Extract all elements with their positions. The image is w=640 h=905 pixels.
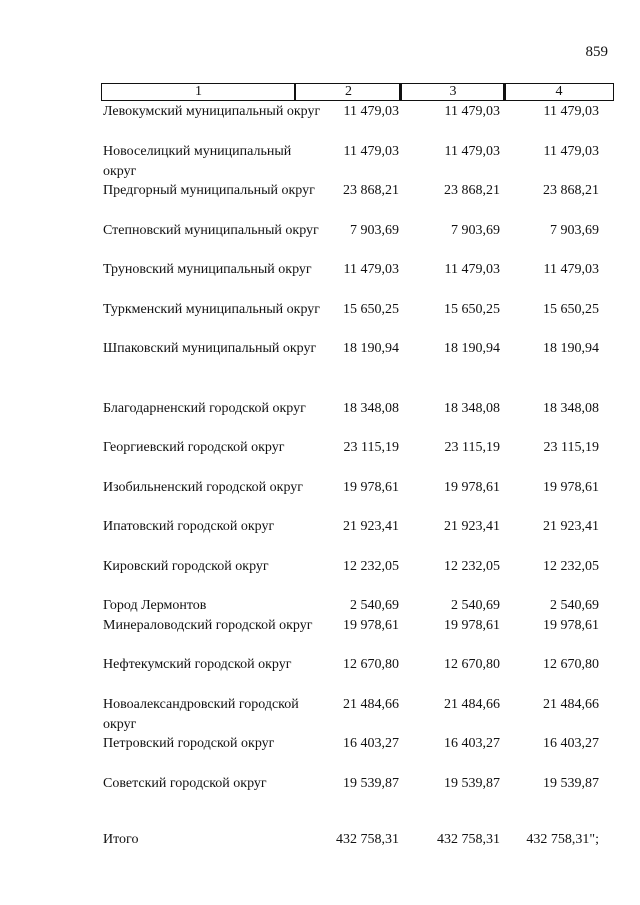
row-value-col-4: 12 232,05 <box>543 559 599 574</box>
row-name: Степновский муниципальный округ <box>103 223 319 238</box>
row-value-col-2: 19 978,61 <box>343 618 399 633</box>
row-name: Предгорный муниципальный округ <box>103 183 315 198</box>
row-value-col-2: 19 978,61 <box>343 480 399 495</box>
row-value-col-2: 7 903,69 <box>350 223 399 238</box>
row-value-col-2: 21 923,41 <box>343 519 399 534</box>
row-value-col-2: 11 479,03 <box>343 104 399 119</box>
row-value-col-4: 15 650,25 <box>543 302 599 317</box>
row-value-col-4: 18 190,94 <box>543 341 599 356</box>
row-value-col-2: 12 670,80 <box>343 657 399 672</box>
row-value-col-4: 11 479,03 <box>543 262 599 277</box>
page-number: 859 <box>585 44 608 60</box>
row-value-col-2: 18 190,94 <box>343 341 399 356</box>
row-name: Шпаковский муниципальный округ <box>103 341 317 356</box>
row-name: Петровский городской округ <box>103 736 275 751</box>
row-value-col-3: 15 650,25 <box>444 302 500 317</box>
row-value-col-3: 19 539,87 <box>444 776 500 791</box>
row-value-col-4: 21 484,66 <box>543 697 599 712</box>
row-value-col-3: 23 115,19 <box>444 440 500 455</box>
row-value-col-4: 16 403,27 <box>543 736 599 751</box>
row-value-col-2: 23 115,19 <box>343 440 399 455</box>
row-name: Туркменский муниципальный округ <box>103 302 320 317</box>
row-value-col-4: 11 479,03 <box>543 144 599 159</box>
row-value-col-3: 21 923,41 <box>444 519 500 534</box>
row-value-col-3: 7 903,69 <box>451 223 500 238</box>
row-value-col-2: 23 868,21 <box>343 183 399 198</box>
row-name: Изобильненский городской округ <box>103 480 304 495</box>
row-value-col-4: 2 540,69 <box>550 598 599 613</box>
row-name: Кировский городской округ <box>103 559 269 574</box>
row-name: Нефтекумский городской округ <box>103 657 292 672</box>
row-value-col-2: 11 479,03 <box>343 144 399 159</box>
header-col-1: 1 <box>101 83 296 101</box>
row-value-col-4: 23 868,21 <box>543 183 599 198</box>
row-name: Советский городской округ <box>103 776 267 791</box>
row-name: Новоалександровский городской округ <box>103 697 299 732</box>
row-value-col-3: 18 348,08 <box>444 401 500 416</box>
row-value-col-3: 16 403,27 <box>444 736 500 751</box>
row-value-col-2: 18 348,08 <box>343 401 399 416</box>
row-name: Левокумский муниципальный округ <box>103 104 321 119</box>
row-value-col-4: 21 923,41 <box>543 519 599 534</box>
total-value-col-3: 432 758,31 <box>437 832 500 847</box>
row-name: Город Лермонтов <box>103 598 207 613</box>
row-value-col-4: 19 978,61 <box>543 618 599 633</box>
row-value-col-4: 18 348,08 <box>543 401 599 416</box>
row-value-col-4: 7 903,69 <box>550 223 599 238</box>
row-value-col-4: 23 115,19 <box>543 440 599 455</box>
row-value-col-3: 11 479,03 <box>444 262 500 277</box>
row-value-col-2: 21 484,66 <box>343 697 399 712</box>
row-name: Ипатовский городской округ <box>103 519 275 534</box>
table-header-row <box>101 83 613 101</box>
row-value-col-3: 21 484,66 <box>444 697 500 712</box>
row-value-col-3: 19 978,61 <box>444 618 500 633</box>
row-value-col-2: 11 479,03 <box>343 262 399 277</box>
row-name: Георгиевский городской округ <box>103 440 285 455</box>
row-name: Минераловодский городской округ <box>103 618 313 633</box>
row-value-col-3: 11 479,03 <box>444 104 500 119</box>
row-name: Труновский муниципальный округ <box>103 262 312 277</box>
row-value-col-4: 19 539,87 <box>543 776 599 791</box>
header-col-2: 2 <box>294 83 402 101</box>
row-value-col-2: 2 540,69 <box>350 598 399 613</box>
row-value-col-3: 2 540,69 <box>451 598 500 613</box>
row-value-col-2: 16 403,27 <box>343 736 399 751</box>
row-value-col-2: 15 650,25 <box>343 302 399 317</box>
row-value-col-2: 12 232,05 <box>343 559 399 574</box>
row-value-col-3: 18 190,94 <box>444 341 500 356</box>
header-col-3: 3 <box>399 83 506 101</box>
row-value-col-3: 11 479,03 <box>444 144 500 159</box>
row-value-col-3: 12 670,80 <box>444 657 500 672</box>
row-value-col-4: 11 479,03 <box>543 104 599 119</box>
row-value-col-3: 19 978,61 <box>444 480 500 495</box>
total-label: Итого <box>103 832 139 847</box>
row-name: Благодарненский городской округ <box>103 401 306 416</box>
row-value-col-4: 19 978,61 <box>543 480 599 495</box>
total-value-col-2: 432 758,31 <box>336 832 399 847</box>
header-col-4: 4 <box>503 83 614 101</box>
row-name: Новоселицкий муниципальный округ <box>103 144 292 179</box>
row-value-col-3: 23 868,21 <box>444 183 500 198</box>
row-value-col-4: 12 670,80 <box>543 657 599 672</box>
row-value-col-2: 19 539,87 <box>343 776 399 791</box>
total-value-col-4: 432 758,31"; <box>526 832 599 847</box>
row-value-col-3: 12 232,05 <box>444 559 500 574</box>
